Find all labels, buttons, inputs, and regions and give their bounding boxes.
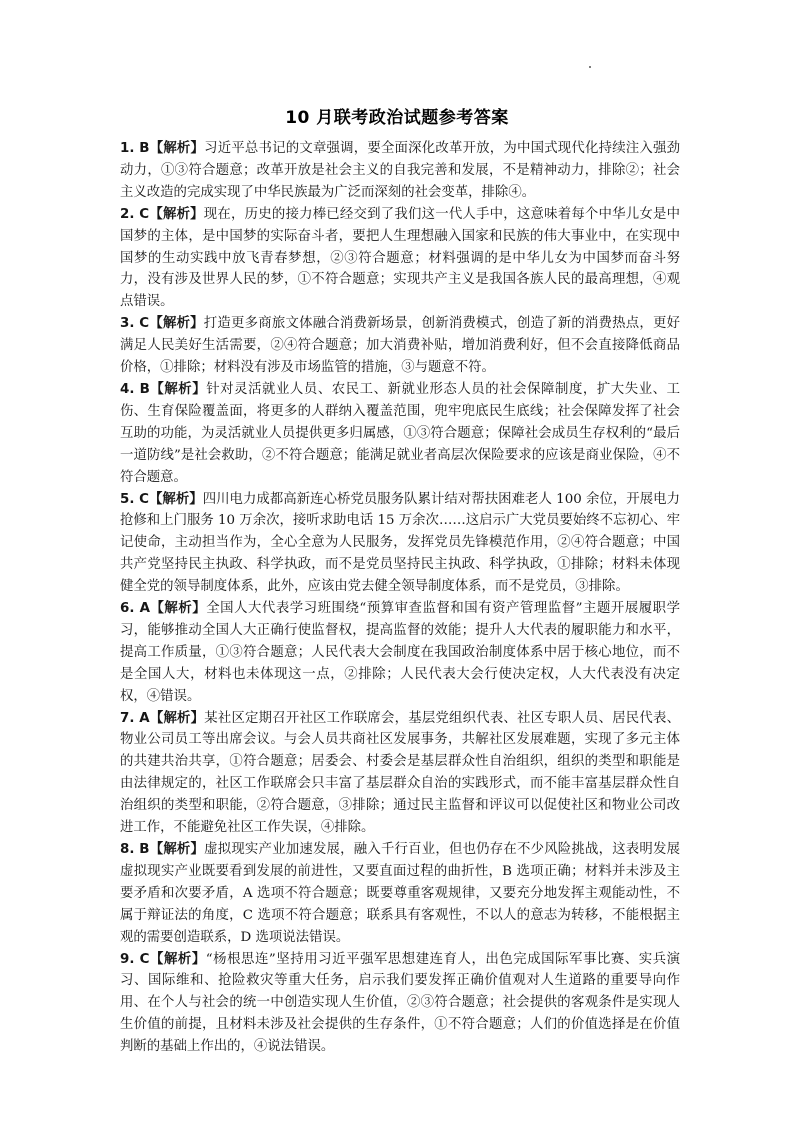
answer-text: 四川电力成都高新连心桥党员服务队累计结对帮扶困难老人 100 余位，开展电力抢修和上门服务 10 万余次，接听求助电话 15 万余次……这启示广大党员要始终不忘初心、牢记使命，主动担当作为，全心全意为人民服务，发挥党员先锋模范作用，②④符合题意；中国共产党坚持民主执政、科学执政，而不是党员坚持民主执政、科学执政，①排除；材料未体现健全党的领导制度体系，此外，应该由党去健全领导制度体系，而不是党员，③排除。 bbox=[120, 491, 680, 595]
analysis-tag: 【解析】 bbox=[149, 140, 205, 156]
answer-text: 打造更多商旅文体融合消费新场景，创新消费模式，创造了新的消费热点，更好满足人民美好生活需要，②④符合题意；加大消费补贴，增加消费利好，但不会直接降低商品价格，①排除；材料没有涉及市场监管的措施，③与题意不符。 bbox=[120, 316, 680, 376]
answer-item-7 bbox=[120, 708, 680, 839]
page-title: 10 月联考政治试题参考答案 bbox=[285, 108, 509, 128]
answer-item-5 bbox=[120, 489, 680, 599]
scan-dot-mark bbox=[589, 66, 591, 68]
answer-item-2 bbox=[120, 204, 680, 314]
answer-number: 1. B bbox=[120, 141, 150, 156]
analysis-tag: 【解析】 bbox=[149, 380, 207, 397]
answer-item-3 bbox=[120, 313, 680, 379]
analysis-tag: 【解析】 bbox=[148, 490, 203, 507]
answer-text: 现在，历史的接力棒已经交到了我们这一代人手中，这意味着每个中华儿女是中国梦的主体，是中国梦的实际奋斗者，要把人生理想融入国家和民族的伟大事业中，在实现中国梦的生动实践中放飞青春梦想，②③符合题意；材料强调的是中华儿女为中国梦而奋斗努力，没有涉及世界人民的梦，①不符合题意；实现共产主义是我国各族人民的最高理想，④观点错误。 bbox=[120, 206, 680, 310]
answer-number: 3. C bbox=[120, 316, 150, 332]
answer-number: 4. B bbox=[120, 381, 150, 397]
answer-number: 9. C bbox=[120, 951, 150, 967]
answer-number: 5. C bbox=[120, 491, 149, 507]
answer-item-6 bbox=[120, 598, 680, 708]
answer-item-8 bbox=[120, 839, 680, 949]
answer-item-4 bbox=[120, 379, 680, 489]
analysis-tag: 【解析】 bbox=[149, 841, 205, 857]
analysis-tag: 【解析】 bbox=[149, 709, 205, 726]
answer-number: 8. B bbox=[120, 842, 150, 857]
answer-text: “杨根思连”坚持用习近平强军思想建连育人，出色完成国际军事比赛、实兵演习、国际维和、抢险救灾等重大任务，启示我们要发挥正确价值观对人生道路的重要导向作用、在个人与社会的统一中创造实现人生价值，②③符合题意；社会提供的客观条件是实现人生价值的前提，且材料未涉及社会提供的生存条件，①不符合题意；人们的价值选择是在价值判断的基础上作出的，④说法错误。 bbox=[120, 951, 680, 1055]
answer-item-1 bbox=[120, 138, 680, 204]
answer-list bbox=[120, 138, 680, 1058]
analysis-tag: 【解析】 bbox=[149, 950, 206, 967]
answer-text: 虚拟现实产业加速发展，融入千行百业，但也仍存在不少风险挑战，这表明发展虚拟现实产业既要看到发展的前进性，又要直面过程的曲折性，B 选项正确；材料并未涉及主要矛盾和次要矛盾，A 选项不符合题意；既要尊重客观规律，又要充分地发挥主观能动性，不属于辩证法的角度，C 选项不符合题意；联系具有客观性，不以人的意志为转移，不能根据主观的需要创造联系，D 选项说法错误。 bbox=[120, 842, 681, 945]
answer-text: 针对灵活就业人员、农民工、新就业形态人员的社会保障制度，扩大失业、工伤、生育保险覆盖面，将更多的人群纳入覆盖范围，兜牢兜底民生底线；社会保障发挥了社会互助的功能，为灵活就业人员提供更多归属感，①③符合题意；保障社会成员生存权利的“最后一道防线”是社会救助，②不符合题意；能满足就业者高层次保险要求的应该是商业保险，④不符合题意。 bbox=[120, 381, 681, 485]
answer-item-9 bbox=[120, 949, 680, 1059]
answer-text: 全国人大代表学习班围绕“预算审查监督和国有资产管理监督”主题开展履职学习，能够推动全国人大正确行使监督权，提高监督的效能；提升人大代表的履职能力和水平，提高工作质量，①③符合题意；人民代表大会制度在我国政治制度体系中居于核心地位，而不是全国人大，材料也未体现这一点，②排除；人民代表大会行使决定权，人大代表没有决定权，④错误。 bbox=[120, 601, 680, 704]
answer-text: 习近平总书记的文章强调，要全面深化改革开放，为中国式现代化持续注入强劲动力，①③符合题意；改革开放是社会主义的自我完善和发展，不是精神动力，排除②；社会主义改造的完成实现了中华民族最为广泛而深刻的社会变革，排除④。 bbox=[120, 141, 681, 200]
answer-number: 2. C bbox=[120, 206, 150, 222]
analysis-tag: 【解析】 bbox=[149, 315, 204, 332]
answer-number: 7. A bbox=[120, 710, 150, 726]
answer-text: 某社区定期召开社区工作联席会，基层党组织代表、社区专职人员、居民代表、物业公司员工等出席会议。与会人员共商社区发展事务，共解社区发展难题，实现了多元主体的共建共治共享，①符合题意；居委会、村委会是基层群众性自治组织，组织的类型和职能是由法律规定的，社区工作联席会只丰富了基层群众自治的实践形式，而不能丰富基层群众性自治组织的类型和职能，②符合题意，③排除；通过民主监督和评议可以促使社区和物业公司改进工作，不能避免社区工作失误，④排除。 bbox=[120, 710, 680, 836]
analysis-tag: 【解析】 bbox=[149, 600, 207, 617]
answer-number: 6. A bbox=[120, 601, 150, 617]
analysis-tag: 【解析】 bbox=[149, 205, 204, 222]
